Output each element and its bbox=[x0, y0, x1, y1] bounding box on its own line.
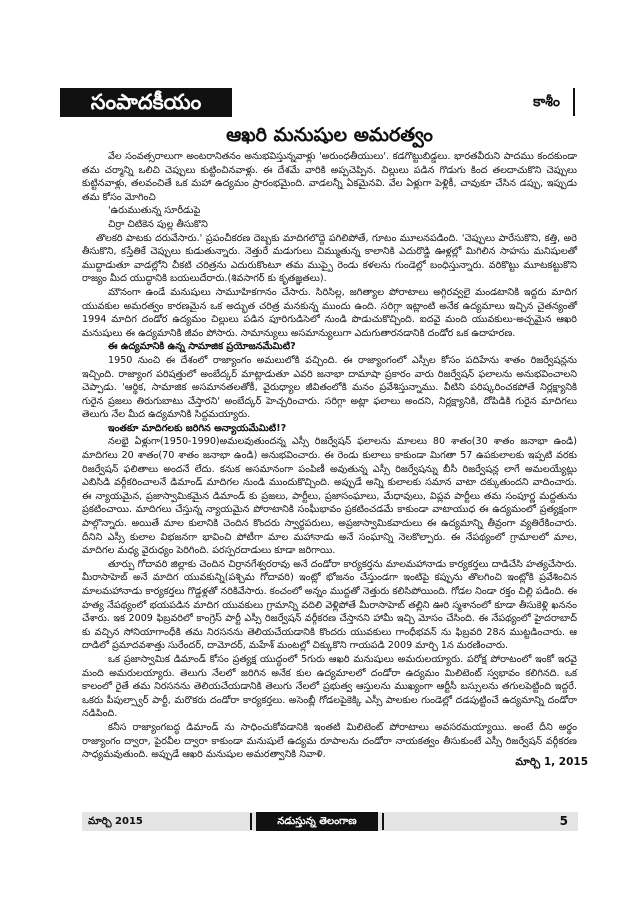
poem-line: 'ఉరుముతున్న సూరీడుపై bbox=[108, 205, 201, 217]
footer-divider bbox=[382, 813, 384, 830]
footer-divider bbox=[250, 813, 252, 830]
section-label: సంపాదకీయం bbox=[60, 88, 232, 117]
body-paragraph: తొలకరి పాటకు దరువేసారు.' ప్రపంచీకరణ దెబ్బకు మాదిగలొద్దె పగిలిపోతే, గూటం మూలనపడింది. 'చెప్పులు పారేసుకొని, కత్తి, అరె తీసుకొని, కస్తేతికే చెప్పులు కుడుతున్నారు. నెత్తురే మడుగులు చిమ్ముతున్న కాలానికి ఎదురొడ్డి ఊళ్లల్లో మిగిలిన సాహసు మనిషులతో ముద్దాడుతూ వాడల్లోని చీకటి చరిత్రను ఎదురుకొంటూ తమ ముప్పై రెండు కళలను గుండెల్లో బంధిస్తున్నారు. వరికొట్టు మూటకట్టుకొని రాజ్యం మీద యుద్ధానికి బయలుదేరారు.(శివసాగర్ కు కృతజ్ఞతలు). bbox=[82, 232, 577, 285]
section-question: ఈ ఉద్యమానికి ఉన్న సామాజిక ప్రయోజనమేమిటి? bbox=[108, 341, 296, 353]
article-body bbox=[82, 150, 577, 761]
footer-issue: మార్చి 2015 bbox=[88, 816, 143, 827]
body-paragraph: తూర్పు గోదావరి జిల్లాకు చెందిన చిర్రానగేశ్వరరావు అనే దండోరా కార్యకర్తను మాలమహానాడు కార్యకర్తలు దాడిచేసి హత్యచేసారు. మీరాసాహెబ్ అనే మాదిగ యువకున్ని(పశ్చిమ గోదావరి) ఇంట్లో భోజనం చేస్తుండగా ఇంటిపై కప్పును తొలగించి ఇంట్లోకి ప్రవేశించిన మాలమహానాడు కార్యకర్తలు గొడ్డళ్లతో నరికివేసారు. కంచంలో అన్నం ముద్దతో నెత్తురు కలిసిపోయింది. గోడల నిండా రక్తం చిల్లి పడింది. ఈ హత్య నేపథ్యంలో భయపడిన మాదిగ యువకులు గ్రామాన్ని వదిలి వెళ్లిపోతే మీరాసాహెబ్ తల్లిని ఊరి స్మశానంలో కూడా తీసుకెళ్లి ఖననం చేశారు. ఇక 2009 ఫిబ్రవరిలో కాంగ్రెస్ పార్టీ ఎస్సీ రిజర్వేషన్ వర్గీకరణ చేస్తానని హామీ ఇచ్చి మోసం చేసింది. ఈ నేపథ్యంలో హైదరాబాద్ కు వచ్చిన సోనియాగాంధీకి తమ నిరసనను తెలియచేయడానికి కొందరు యువకులు గాంధీభవన్ ను ఫిబ్రవరి 28న ముట్టడించారు. ఆ దాడిలో ప్రమాదవశాత్తు సురేందర్, దామోదర్, మహేశ్ మంటల్లో చిక్కుకొని గాయపడి 2009 మార్చి 1న మరణించారు. bbox=[82, 558, 577, 652]
body-paragraph: కనీస రాజ్యాంగబద్ధ డిమాండ్ ను సాధించుకోవడానికి ఇంతటి మిలిటెంట్ పోరాటాలు అవసరమయ్యాయి. అంటే దీని అర్థం రాజ్యాంగం ద్వారా, పైరవీల ద్వారా కాకుండా మనుషులే ఉద్యమ రూపాలను దండోరా నాయకత్వం తీసుకుంటే ఎస్సీ రిజర్వేషన్ వర్గీకరణ సాధ్యమవుతుంది. అప్పుడే ఆఖరి మనుషుల అమరత్వానికి నివాళి. bbox=[82, 721, 577, 761]
poem-line: చిర్రా చిటికెన పుల్ల తీసుకొని bbox=[108, 218, 208, 230]
article-title: ఆఖరి మనుషుల అమరత్వం bbox=[226, 124, 433, 146]
body-paragraph: వేల సంవత్సరాలుగా అంటరానితనం అనుభవిస్తున్నవాళ్లు 'అరుంధతీయులు'. కడగొట్టుబిడ్డలు. భారతవీరుని పాదము కందకుండా తమ చర్మాన్ని ఒలిచి చెప్పులు కుట్టించినవాళ్లు. ఈ దేశమే వారికి అప్పచెప్పిన. చిల్లులు పడిన గొడుగు కింద తలదాచుకొని చెప్పులు కుట్టినవాళ్లు, తలవంచితే ఒక మహా ఉద్యమం ప్రారంభమైంది. వాడలన్నీ ఏకమైనవి. వేల ఏళ్లుగా పెళ్లికీ, చావుకూ చేసిన డప్పు, ఇప్పుడు తమ కోసం మోగించి bbox=[82, 151, 577, 203]
header-divider bbox=[573, 88, 575, 116]
article-date: మార్చి 1, 2015 bbox=[515, 756, 588, 768]
page-footer bbox=[82, 812, 578, 831]
body-paragraph: నలభై ఏళ్లుగా(1950-1990)అమలవుతుందన్న ఎస్సీ రిజర్వేషన్ ఫలాలను మాలలు 80 శాతం(30 శాతం జనాభా ఉండి) మాదిగలు 20 శాతం(70 శాతం జనాభా ఉండి) అనుభవించారు. ఈ రెండు కులాలు కాకుండా మిగతా 57 ఉపకులాలకు ఇప్పటి వరకు రిజర్వేషన్ ఫలితాలు అందనే లేదు. కనుక అసమానంగా పంపిణీ అవుతున్న ఎస్సీ రిజర్వేషన్ను బీసీ రిజర్వేషన్ల లాగే అమలయ్యేట్లు ఎబిసిడి వర్గీకరించాలనే డిమాండ్ మాదిగల నుండి ముందుకొచ్చింది. అప్పుడే అన్ని కులాలకు సమాన వాటా దక్కుతుందని వాదించారు. ఈ న్యాయమైన, ప్రజాస్వామికమైన డిమాండ్ కు ప్రజలు, పార్టీలు, ప్రజాసంఘాలు, మేధావులు, విప్లవ పార్టీలు తమ సంపూర్ణ మద్దతును ప్రకటించాయి. మాదిగలు చేస్తున్న న్యాయమైన పోరాటానికి సంఘీభావం ప్రకటించడమే కాకుండా వాటాయుధ ఈ ఉద్యమంలో ప్రత్యక్షంగా పాల్గొన్నారు. అయితే మాల కులానికి చెందిన కొందరు స్వార్థపరులు, అప్రజాస్వామికవాదులు ఈ ఉద్యమాన్ని తీవ్రంగా వ్యతిరేకించారు. దీనిని ఎస్సీ కులాల విభజనగా భావించి పోటీగా మాల మహానాడు అనే సంఘాన్ని నెలకొల్పారు. ఈ నేపథ్యంలో గ్రామాలలో మాల, మాదిగల మధ్య వైరుధ్యం పెరిగింది. పరస్పరదాడులు కూడా జరిగాయి. bbox=[82, 436, 577, 557]
body-paragraph: 1950 నుంచి ఈ దేశంలో రాజ్యాంగం అమలులోకి వచ్చింది. ఈ రాజ్యాంగంలో ఎస్సీల కోసం పదిహేను శాతం రిజర్వేషన్లను ఇచ్చింది. రాజ్యాంగ పరిషత్తులో అంబేద్కర్ మాట్లాడుతూ ఎవరి జనాభా దామాషా ప్రకారం వారు రిజర్వేషన్ ఫలాలను అనుభవించాలని చెప్పాడు. 'ఆర్థిక, సామాజిక అసమానతలతోకీ, వైరుధ్యాల జీవితంలోకి మనం ప్రవేశిస్తున్నాము. వీటిని పరిష్కరించకపోతే నిర్లక్ష్యానికి గురైన ప్రజలు తిరుగుబాటు చేస్తారని' అంబేద్కర్ హెచ్చరించారు. సరిగ్గా అట్లా ఫలాలు అందని, నిర్లక్ష్యానికి, దోపిడికి గురైన మాదిగలు తెలుగు నేల మీద ఉద్యమానికి సిద్దమయ్యారు. bbox=[82, 354, 577, 421]
section-question: ఇంతకూ మాదిగలకు జరిగిన అన్యాయమేమిటి!? bbox=[108, 422, 287, 434]
author-name: కాశీం bbox=[533, 94, 560, 110]
body-paragraph: ఒక ప్రజాస్వామిక డిమాండ్ కోసం ప్రత్యక్ష యుద్ధంలో 5గురు ఆఖరి మనుషులు అమరులయ్యారు. పరోక్ష పోరాటంలో ఇంకో ఇరవై మంది అమరులయ్యారు. తెలుగు నేలలో జరిగిన అనేక కుల ఉద్యమాలలో దండోరా ఉద్యమం మిలిటెంట్ స్వభావం కలిగినది. ఒక కాలంలో రైతే తమ నిరసనను తెలియచేయడానికి తెలుగు నేలలో ప్రభుత్వ ఆస్తులను ముఖ్యంగా ఆర్టీసీ బస్సులను తగులపెట్టింది ఇద్దరే. ఒకరు పీపుల్స్వార్ పార్టీ, మరొకరు దండోరా కార్యకర్తలు. అసెంబ్లీ గోడలపైకెక్కి ఎస్సీ పాలకుల గుండెల్లో దడపుట్టించే ఉద్యమాన్ని దండోరా నడిపింది. bbox=[82, 653, 577, 720]
footer-magazine-name: నడుస్తున్న తెలంగాణ bbox=[256, 812, 378, 831]
page-number: 5 bbox=[559, 814, 568, 828]
body-paragraph: మౌనంగా ఉండే మనుషులు సామూహికగానం చేసారు. సిరిసిల్ల, జగిత్యాల పోరాటాలు అగ్గిరవ్వలై మండటానికి ఇద్దరు మాదిగ యువకుల అమరత్వం కారణమైన ఒక అద్భుత చరిత్ర మనకున్న ముందు ఉంది. సరిగ్గా ఇట్లాంటి అనేక ఉద్యమాలు ఇచ్చిన చైతన్యంతో 1994 మాదిగ దండోర ఉద్యమం చిల్లులు పడిన పూరిగుడిసెలో నుండి పొడుచుకొచ్చింది. ఐదవై మంది యువకులు-అచ్చమైన ఆఖరి మనుషులు ఈ ఉద్యమానికి జీవం పోసారు. సామాన్యులు అసమాన్యులుగా ఎదుగుతారనడానికి దండోర ఒక ఉదాహరణ. bbox=[82, 286, 577, 339]
